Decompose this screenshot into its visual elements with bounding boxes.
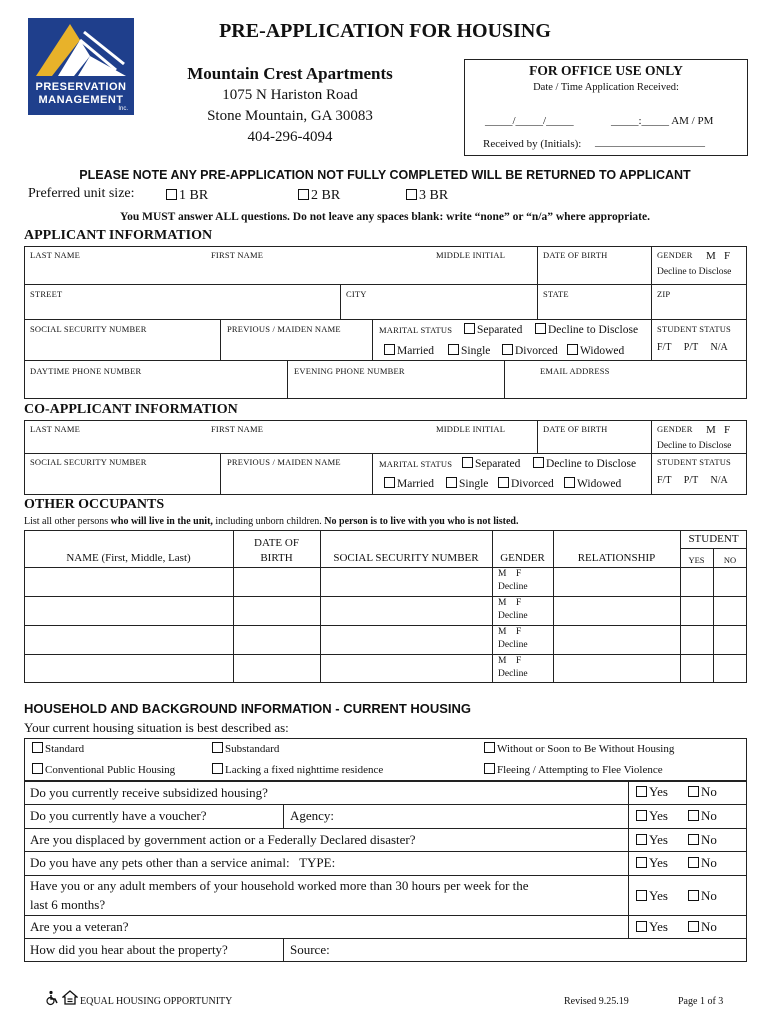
- q2-no[interactable]: No: [688, 808, 717, 824]
- dob-label: DATE OF BIRTH: [543, 250, 608, 260]
- mountain-logo-icon: [28, 18, 134, 80]
- checkbox-icon[interactable]: [636, 834, 647, 845]
- middle-initial-label: MIDDLE INITIAL: [436, 250, 506, 260]
- checkbox-icon[interactable]: [688, 857, 699, 868]
- marital-widowed[interactable]: Widowed: [567, 344, 624, 357]
- q1-yes[interactable]: Yes: [636, 784, 668, 800]
- checkbox-icon[interactable]: [384, 477, 395, 488]
- co-middle-initial-label: MIDDLE INITIAL: [436, 424, 506, 434]
- last-name-label: LAST NAME: [30, 250, 81, 260]
- property-name: Mountain Crest Apartments: [187, 64, 393, 83]
- evening-phone-label: EVENING PHONE NUMBER: [294, 366, 405, 376]
- checkbox-icon[interactable]: [636, 890, 647, 901]
- incomplete-notice: PLEASE NOTE ANY PRE-APPLICATION NOT FULLY COMPLETED WILL BE RETURNED TO APPLICANT: [79, 168, 691, 182]
- co-student-status-label: STUDENT STATUS: [657, 457, 731, 467]
- office-use-box: [464, 59, 748, 156]
- checkbox-icon[interactable]: [688, 786, 699, 797]
- co-dob-label: DATE OF BIRTH: [543, 424, 608, 434]
- co-student-status-options[interactable]: F/T P/T N/A: [657, 475, 728, 486]
- situation-without-housing[interactable]: Without or Soon to Be Without Housing: [484, 742, 674, 755]
- q4-yes[interactable]: Yes: [636, 855, 668, 871]
- equal-housing-icon: [62, 990, 78, 1006]
- occupant-row-3-gender[interactable]: M F Decline: [498, 627, 528, 650]
- occupants-heading: OTHER OCCUPANTS: [24, 497, 165, 512]
- maiden-name-label: PREVIOUS / MAIDEN NAME: [227, 324, 341, 334]
- co-first-name-label: FIRST NAME: [211, 424, 264, 434]
- office-initials-blank[interactable]: ____________________: [595, 136, 705, 148]
- unit-size-label: Preferred unit size:: [28, 186, 135, 201]
- source-label: Source:: [290, 942, 330, 957]
- question-subsidized: Do you currently receive subsidized housing?: [30, 785, 268, 800]
- checkbox-icon[interactable]: [406, 189, 417, 200]
- question-heard: How did you hear about the property?: [30, 942, 228, 957]
- q3-no[interactable]: No: [688, 832, 717, 848]
- state-label: STATE: [543, 289, 569, 299]
- company-logo: [28, 18, 134, 115]
- must-answer-notice: You MUST answer ALL questions. Do not leave any spaces blank: write “none” or “n/a” where appropriate.: [120, 211, 650, 223]
- question-displaced: Are you displaced by government action or a Federally Declared disaster?: [30, 832, 416, 847]
- marital-married[interactable]: Married: [384, 344, 434, 357]
- col-ssn: SOCIAL SECURITY NUMBER: [333, 552, 479, 564]
- marital-single[interactable]: Single: [448, 344, 490, 357]
- co-marital-separated[interactable]: Separated: [462, 457, 520, 470]
- office-time-blank[interactable]: _____:_____ AM / PM: [611, 115, 714, 127]
- street-label: STREET: [30, 289, 63, 299]
- co-gender-decline[interactable]: Decline to Disclose: [657, 441, 732, 451]
- checkbox-icon[interactable]: [636, 786, 647, 797]
- first-name-label: FIRST NAME: [211, 250, 264, 260]
- unit-option-2br[interactable]: [298, 188, 340, 204]
- student-status-options[interactable]: F/T P/T N/A: [657, 342, 728, 353]
- q6-no[interactable]: No: [688, 919, 717, 935]
- checkbox-icon[interactable]: [298, 189, 309, 200]
- checkbox-icon[interactable]: [688, 921, 699, 932]
- question-pets: Do you have any pets other than a service animal: TYPE:: [30, 855, 336, 870]
- gender-options[interactable]: M F: [706, 250, 731, 262]
- situation-standard[interactable]: Standard: [32, 742, 84, 755]
- q6-yes[interactable]: Yes: [636, 919, 668, 935]
- unit-option-label: 3 BR: [419, 188, 449, 203]
- revised-date: Revised 9.25.19: [564, 996, 629, 1007]
- q2-yes[interactable]: Yes: [636, 808, 668, 824]
- office-date-blank[interactable]: _____/_____/_____: [485, 115, 574, 127]
- checkbox-icon[interactable]: [464, 323, 475, 334]
- col-relationship: RELATIONSHIP: [577, 552, 656, 564]
- co-maiden-name-label: PREVIOUS / MAIDEN NAME: [227, 457, 341, 467]
- col-gender: GENDER: [500, 552, 545, 564]
- situation-public-housing[interactable]: Conventional Public Housing: [32, 763, 175, 776]
- office-initials-label: Received by (Initials):: [483, 138, 582, 150]
- email-label: EMAIL ADDRESS: [540, 366, 610, 376]
- coapplicant-heading: CO-APPLICANT INFORMATION: [24, 402, 238, 417]
- situation-fleeing[interactable]: Fleeing / Attempting to Flee Violence: [484, 763, 663, 776]
- q3-yes[interactable]: Yes: [636, 832, 668, 848]
- checkbox-icon[interactable]: [533, 457, 544, 468]
- col-student-no: NO: [723, 555, 737, 565]
- page-title: PRE-APPLICATION FOR HOUSING: [219, 20, 551, 42]
- property-street: 1075 N Hariston Road: [222, 87, 358, 103]
- occupants-intro: List all other persons who will live in the unit, including unborn children. No person is to live with you who is not listed.: [24, 516, 519, 527]
- marital-status-label: MARITAL STATUS: [379, 325, 453, 335]
- question-worked-line2: last 6 months?: [30, 897, 106, 912]
- housing-situation-label: Your current housing situation is best described as:: [24, 720, 289, 735]
- property-phone: 404-296-4094: [247, 129, 333, 145]
- marital-divorced[interactable]: Divorced: [502, 344, 558, 357]
- situation-substandard[interactable]: Substandard: [212, 742, 279, 755]
- logo-text-2: MANAGEMENT: [38, 94, 124, 106]
- co-ssn-label: SOCIAL SECURITY NUMBER: [30, 457, 147, 467]
- checkbox-icon[interactable]: [212, 763, 223, 774]
- checkbox-icon[interactable]: [446, 477, 457, 488]
- checkbox-icon[interactable]: [636, 810, 647, 821]
- question-worked-line1: Have you or any adult members of your household worked more than 30 hours per week for the: [30, 878, 529, 893]
- checkbox-icon[interactable]: [462, 457, 473, 468]
- checkbox-icon[interactable]: [448, 344, 459, 355]
- unit-option-label: 2 BR: [311, 188, 341, 203]
- col-student-yes: YES: [688, 555, 705, 565]
- col-name: NAME (First, Middle, Last): [66, 552, 191, 564]
- situation-no-residence[interactable]: Lacking a fixed nighttime residence: [212, 763, 383, 776]
- logo-text-3: Inc.: [118, 106, 128, 112]
- unit-option-label: 1 BR: [179, 188, 209, 203]
- applicant-heading: APPLICANT INFORMATION: [24, 228, 213, 243]
- voucher-agency-label: Agency:: [290, 808, 335, 823]
- occupant-row-4-gender[interactable]: M F Decline: [498, 656, 528, 679]
- question-voucher: Do you currently have a voucher?: [30, 808, 207, 823]
- applicant-table: [24, 246, 747, 399]
- col-dob-line2: BIRTH: [260, 552, 293, 564]
- occupant-row-2-gender[interactable]: M F Decline: [498, 598, 528, 621]
- checkbox-icon[interactable]: [502, 344, 513, 355]
- student-status-label: STUDENT STATUS: [657, 324, 731, 334]
- marital-separated[interactable]: Separated: [464, 323, 522, 336]
- checkbox-icon[interactable]: [484, 763, 495, 774]
- unit-option-1br[interactable]: [166, 188, 208, 204]
- ssn-label: SOCIAL SECURITY NUMBER: [30, 324, 147, 334]
- checkbox-icon[interactable]: [212, 742, 223, 753]
- gender-decline[interactable]: Decline to Disclose: [657, 267, 732, 277]
- accessibility-icon: [44, 990, 60, 1006]
- checkbox-icon[interactable]: [32, 742, 43, 753]
- co-gender-options[interactable]: M F: [706, 424, 731, 436]
- co-marital-status-label: MARITAL STATUS: [379, 459, 453, 469]
- co-marital-divorced[interactable]: Divorced: [498, 477, 554, 490]
- q1-no[interactable]: No: [688, 784, 717, 800]
- co-marital-single[interactable]: Single: [446, 477, 488, 490]
- co-last-name-label: LAST NAME: [30, 424, 81, 434]
- office-date-label: Date / Time Application Received:: [533, 82, 679, 93]
- checkbox-icon[interactable]: [535, 323, 546, 334]
- checkbox-icon[interactable]: [688, 834, 699, 845]
- checkbox-icon[interactable]: [484, 742, 495, 753]
- office-use-title: FOR OFFICE USE ONLY: [529, 63, 683, 78]
- q5-yes[interactable]: Yes: [636, 888, 668, 904]
- household-heading: HOUSEHOLD AND BACKGROUND INFORMATION - CURRENT HOUSING: [24, 701, 472, 716]
- marital-decline[interactable]: Decline to Disclose: [535, 323, 638, 336]
- logo-text-1: PRESERVATION: [35, 81, 127, 93]
- checkbox-icon[interactable]: [567, 344, 578, 355]
- co-marital-widowed[interactable]: Widowed: [564, 477, 621, 490]
- col-student: STUDENT: [688, 533, 739, 545]
- checkbox-icon[interactable]: [498, 477, 509, 488]
- property-city: Stone Mountain, GA 30083: [207, 108, 373, 124]
- checkbox-icon[interactable]: [636, 921, 647, 932]
- equal-housing-text: EQUAL HOUSING OPPORTUNITY: [80, 996, 233, 1007]
- page-number: Page 1 of 3: [678, 996, 724, 1007]
- co-gender-label: GENDER: [657, 424, 693, 434]
- zip-label: ZIP: [657, 289, 671, 299]
- gender-label: GENDER: [657, 250, 693, 260]
- checkbox-icon[interactable]: [384, 344, 395, 355]
- co-marital-married[interactable]: Married: [384, 477, 434, 490]
- daytime-phone-label: DAYTIME PHONE NUMBER: [30, 366, 142, 376]
- col-dob-line1: DATE OF: [254, 537, 299, 549]
- question-veteran: Are you a veteran?: [30, 919, 129, 934]
- checkbox-icon[interactable]: [166, 189, 177, 200]
- checkbox-icon[interactable]: [688, 810, 699, 821]
- checkbox-icon[interactable]: [32, 763, 43, 774]
- unit-option-3br[interactable]: [406, 188, 448, 204]
- occupant-row-1-gender[interactable]: M F Decline: [498, 569, 528, 592]
- q5-no[interactable]: No: [688, 888, 717, 904]
- q4-no[interactable]: No: [688, 855, 717, 871]
- checkbox-icon[interactable]: [688, 890, 699, 901]
- city-label: CITY: [346, 289, 367, 299]
- checkbox-icon[interactable]: [564, 477, 575, 488]
- co-marital-decline[interactable]: Decline to Disclose: [533, 457, 636, 470]
- checkbox-icon[interactable]: [636, 857, 647, 868]
